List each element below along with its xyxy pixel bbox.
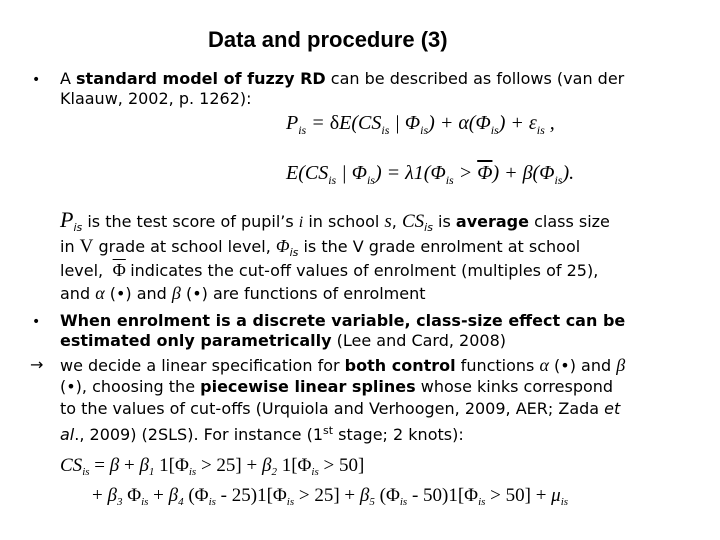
spline-equation-line-1: $CS_{is} = \beta + \beta_1$ $1[\Phi_{is} > 25] + \beta_2$ $1[\Phi_{is} > 50]$ bbox=[60, 455, 365, 478]
spline-equation-line-2: + $\beta_3$ $\Phi_{is} + \beta_4$ $(\Phi_{is} - 25)1[\Phi_{is} > 25] + \beta_5$ $(\Phi_{is} - 50)1[\Phi_{is} > 50] + \mu_{is}$ bbox=[92, 485, 569, 508]
arrow-line-4: al., 2009) (2SLS). For instance (1st stage; 2 knots): bbox=[60, 424, 464, 444]
arrow-line-1: we decide a linear specification for both control functions α (•) and β bbox=[60, 355, 626, 375]
phi-bar-symbol: $\overline{\Phi}$ bbox=[112, 260, 126, 280]
arrow-line-3: to the values of cut-offs (Urquiola and Verhoogen, 2009, AER; Zada et bbox=[60, 399, 621, 418]
definition-line-1: $P_{is}$ is the test score of pupil’s i in school s, $CS_{is}$ is average class size bbox=[60, 207, 610, 234]
arrow-icon: → bbox=[30, 355, 44, 374]
equation-expectation: $E(CS_{is}$ | $\Phi_{is}) = \lambda 1(\Phi_{is} > \overline{\Phi}) + \beta(\Phi_{is})$. bbox=[286, 162, 575, 187]
equation-outcome: $P_{is} = \delta E(CS_{is}$ | $\Phi_{is}) + \alpha(\Phi_{is}) + \varepsilon_{is}$ , bbox=[286, 112, 555, 137]
bullet-2-line-2: estimated only parametrically (Lee and Card, 2008) bbox=[60, 331, 507, 350]
bullet-2-line-1: When enrolment is a discrete variable, class-size effect can be bbox=[60, 311, 626, 330]
bullet-dot: • bbox=[32, 314, 41, 330]
definition-line-2: in V grade at school level, $\Phi_{is}$ is the V grade enrolment at school bbox=[60, 236, 581, 259]
definition-line-3: level, $\overline{\Phi}$ indicates the cut-off values of enrolment (multiples of 25), bbox=[60, 260, 599, 280]
bullet-1-line-1: A standard model of fuzzy RD can be described as follows (van der bbox=[60, 69, 625, 88]
bullet-1-line-2: Klaauw, 2002, p. 1262): bbox=[60, 89, 252, 108]
page-title: Data and procedure (3) bbox=[208, 27, 448, 52]
arrow-line-2: (•), choosing the piecewise linear splines whose kinks correspond bbox=[60, 377, 614, 396]
bullet-dot: • bbox=[32, 72, 41, 88]
definition-line-4: and α (•) and β (•) are functions of enrolment bbox=[60, 283, 426, 303]
